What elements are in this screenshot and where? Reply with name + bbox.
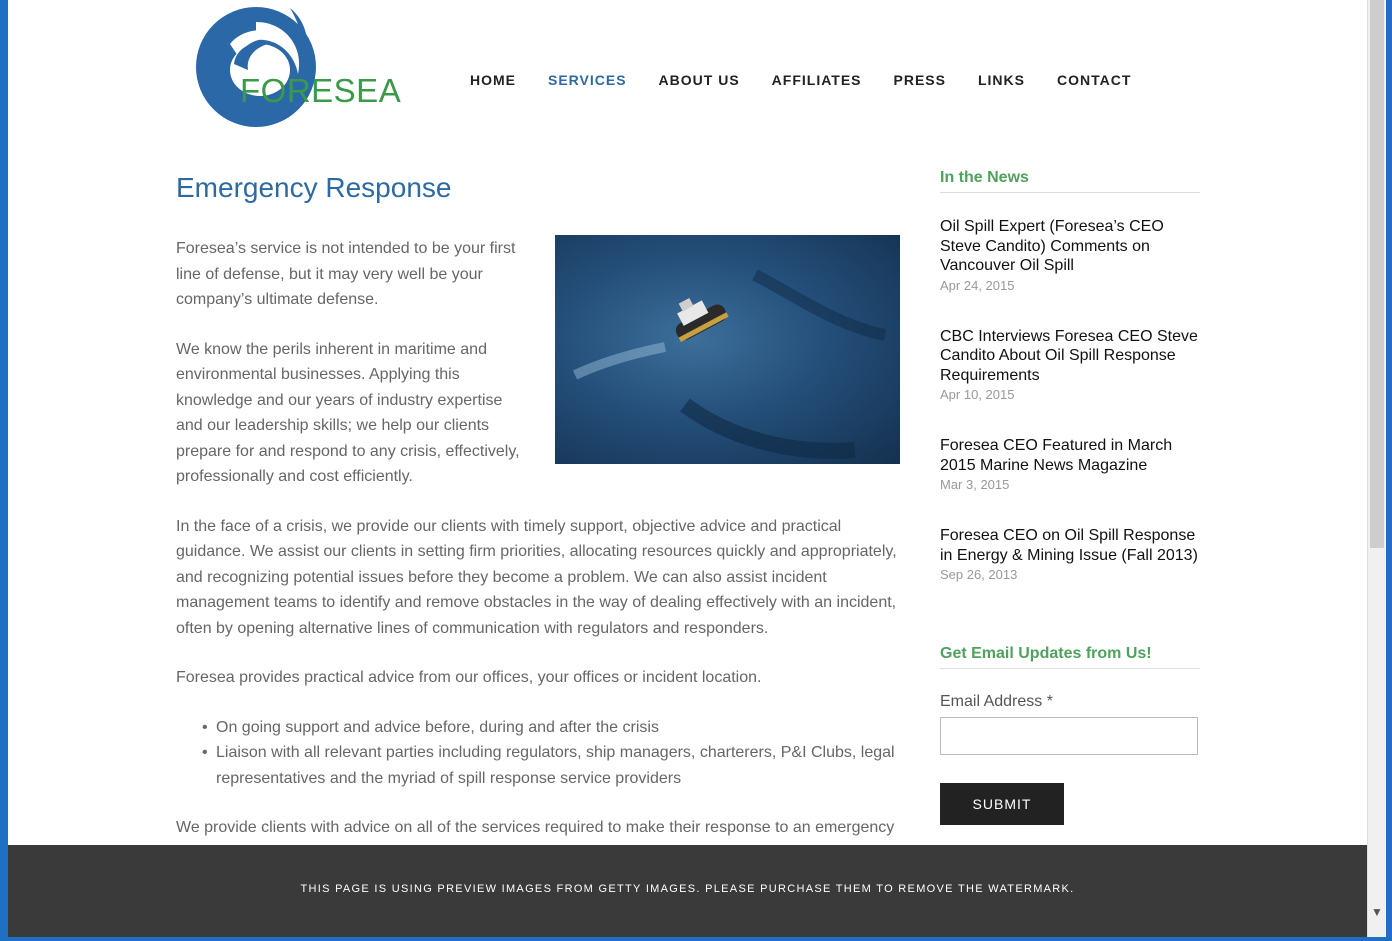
news-date: Sep 26, 2013 <box>940 567 1018 582</box>
body-paragraph: In the face of a crisis, we provide our clients with timely support, objective advice and practical guidance. We assist our clients in setting firm priorities, allocating resources quickly and appropriately, and recognizing potential issues before they become a problem. We can also assist incident management teams to identify and remove obstacles in the way of dealing effectively with an incident, often by opening alternative lines of communication with regulators and responders. <box>176 517 897 637</box>
intro-paragraph: Foresea’s service is not intended to be your first line of defense, but it may very well be your company’s ultimate defense. <box>176 240 516 308</box>
services-list <box>176 715 901 792</box>
scrollbar-thumb[interactable] <box>1370 0 1384 548</box>
body-paragraph: Foresea provides practical advice from our offices, your offices or incident location. <box>176 669 762 686</box>
chevron-down-icon[interactable]: ▼ <box>1371 905 1383 919</box>
news-item <box>940 526 1200 582</box>
news-link[interactable]: Oil Spill Expert (Foresea’s CEO Steve Candito) Comments on Vancouver Oil Spill <box>940 218 1164 274</box>
body-paragraph: We provide clients with advice on all of the services required to make their response to an emergency <box>176 819 895 836</box>
news-link[interactable]: Foresea CEO on Oil Spill Response in Energy & Mining Issue (Fall 2013) <box>940 527 1198 564</box>
news-item <box>940 327 1200 403</box>
nav-press[interactable]: PRESS <box>893 72 946 88</box>
watermark-notice: THIS PAGE IS USING PREVIEW IMAGES FROM GETTY IMAGES. PLEASE PURCHASE THEM TO REMOVE THE WATERMARK. <box>300 883 1075 895</box>
list-item: • On going support and advice before, during and after the crisis <box>216 715 901 741</box>
watermark-notice-bar <box>8 845 1367 937</box>
intro-paragraph: We know the perils inherent in maritime and environmental businesses. Applying this knowledge and our years of industry expertise and our leadership skills; we help our clients prepare for and respond to any crisis, effectively, professionally and cost efficiently. <box>176 340 520 485</box>
logo-wordmark: FORESEA <box>240 72 402 109</box>
news-link[interactable]: Foresea CEO Featured in March 2015 Marine News Magazine <box>940 437 1173 474</box>
nav-contact[interactable]: CONTACT <box>1056 72 1132 88</box>
sidebar <box>940 166 1200 825</box>
news-item <box>940 436 1200 492</box>
news-date: Apr 24, 2015 <box>940 277 1015 293</box>
wave-logo-icon <box>190 4 375 130</box>
main-content <box>176 170 901 865</box>
tugboat-photo <box>555 235 900 464</box>
news-item <box>940 217 1200 293</box>
main-nav <box>470 72 1163 88</box>
foresea-logo[interactable] <box>190 4 402 130</box>
email-heading: Get Email Updates from Us! <box>940 642 1200 669</box>
news-date: Apr 10, 2015 <box>940 387 1015 402</box>
nav-affiliates[interactable]: AFFILIATES <box>771 72 862 88</box>
nav-services[interactable]: SERVICES <box>548 72 627 88</box>
nav-about-us[interactable]: ABOUT US <box>658 72 740 88</box>
news-heading: In the News <box>940 166 1200 193</box>
vertical-scrollbar[interactable] <box>1367 0 1386 937</box>
list-item: • Liaison with all relevant parties including regulators, ship managers, charterers, P&I Clubs, legal representatives and the myriad of spill response service providers <box>216 740 901 791</box>
email-field[interactable] <box>940 717 1198 755</box>
browser-viewport <box>8 0 1367 937</box>
news-link[interactable]: CBC Interviews Foresea CEO Steve Candito About Oil Spill Response Requirements <box>940 327 1198 384</box>
nav-home[interactable]: HOME <box>470 72 516 88</box>
email-label: Email Address * <box>940 693 1053 710</box>
boat-image-icon <box>555 235 900 464</box>
page-title: Emergency Response <box>176 172 452 203</box>
nav-links[interactable]: LINKS <box>977 72 1025 88</box>
submit-button[interactable]: SUBMIT <box>940 783 1064 825</box>
news-date: Mar 3, 2015 <box>940 477 1010 492</box>
